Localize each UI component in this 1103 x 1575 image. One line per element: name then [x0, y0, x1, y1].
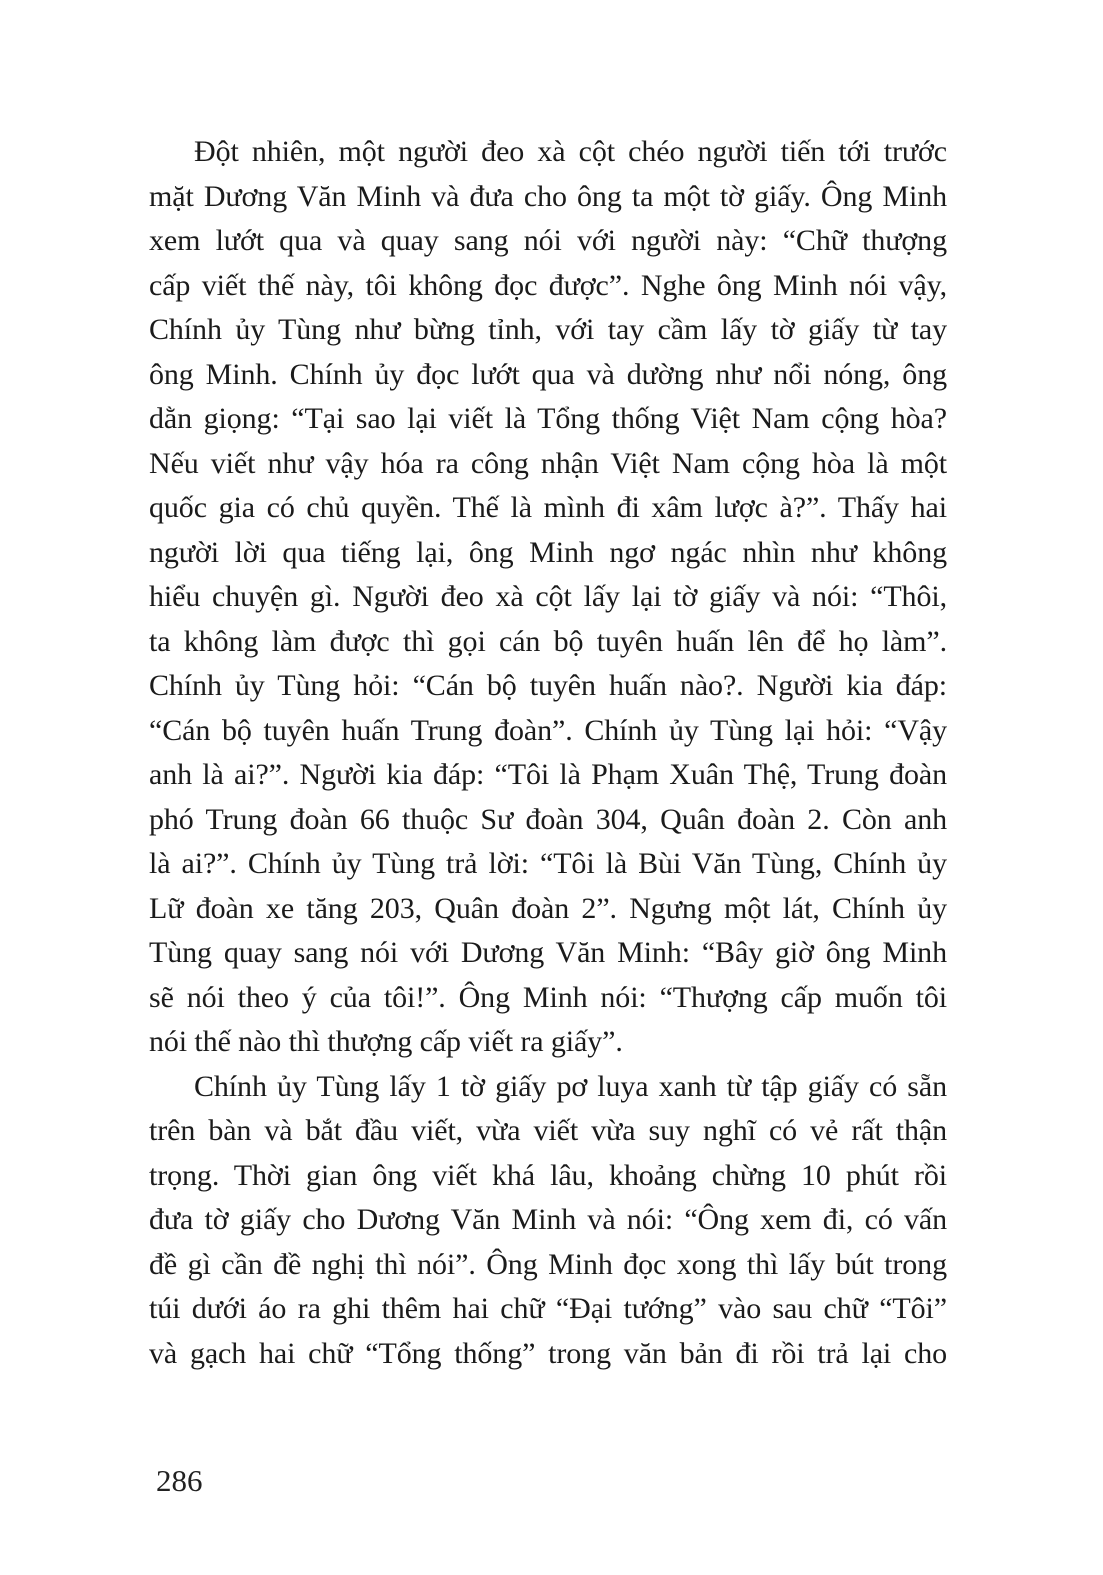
text-line: Nếu viết như vậy hóa ra công nhận Việt Nam cộng hòa là một	[149, 446, 947, 480]
text-line: sẽ nói theo ý của tôi!”. Ông Minh nói: “Thượng cấp muốn tôi	[149, 980, 947, 1014]
paragraph-1	[149, 130, 947, 1065]
text-line: nói thế nào thì thượng cấp viết ra giấy”.	[149, 1025, 623, 1058]
text-line: quốc gia có chủ quyền. Thế là mình đi xâm lược à?”. Thấy hai	[149, 491, 947, 524]
text-line: Chính ủy Tùng lấy 1 tờ giấy pơ luya xanh từ tập giấy có sẵn	[194, 1069, 947, 1103]
text-line: Tùng quay sang nói với Dương Văn Minh: “Bây giờ ông Minh	[149, 936, 947, 969]
text-line: trên bàn và bắt đầu viết, vừa viết vừa suy nghĩ có vẻ rất thận	[149, 1114, 947, 1147]
text-line: trọng. Thời gian ông viết khá lâu, khoảng chừng 10 phút rồi	[149, 1158, 947, 1192]
text-line: anh là ai?”. Người kia đáp: “Tôi là Phạm Xuân Thệ, Trung đoàn	[149, 758, 947, 791]
text-line: phó Trung đoàn 66 thuộc Sư đoàn 304, Quân đoàn 2. Còn anh	[149, 802, 947, 836]
text-line: ta không làm được thì gọi cán bộ tuyên huấn lên để họ làm”.	[149, 624, 947, 658]
text-line: đề gì cần đề nghị thì nói”. Ông Minh đọc xong thì lấy bút trong	[149, 1247, 947, 1281]
text-line: túi dưới áo ra ghi thêm hai chữ “Đại tướng” vào sau chữ “Tôi”	[149, 1292, 947, 1325]
text-line: Lữ đoàn xe tăng 203, Quân đoàn 2”. Ngưng một lát, Chính ủy	[149, 891, 947, 925]
text-line: Đột nhiên, một người đeo xà cột chéo người tiến tới trước	[194, 135, 947, 168]
page-number: 286	[156, 1463, 203, 1498]
text-line: Chính ủy Tùng như bừng tỉnh, với tay cầm lấy tờ giấy từ tay	[149, 313, 947, 346]
text-line: và gạch hai chữ “Tổng thống” trong văn bản đi rồi trả lại cho	[149, 1336, 947, 1370]
text-line: hiểu chuyện gì. Người đeo xà cột lấy lại tờ giấy và nói: “Thôi,	[149, 580, 947, 613]
text-line: Chính ủy Tùng hỏi: “Cán bộ tuyên huấn nào?. Người kia đáp:	[149, 669, 947, 702]
text-line: người lời qua tiếng lại, ông Minh ngơ ngác nhìn như không	[149, 535, 947, 569]
paragraph-2	[149, 1065, 947, 1377]
text-line: đưa tờ giấy cho Dương Văn Minh và nói: “Ông xem đi, có vấn	[149, 1203, 947, 1236]
text-line: “Cán bộ tuyên huấn Trung đoàn”. Chính ủy Tùng lại hỏi: “Vậy	[149, 713, 947, 747]
text-line: là ai?”. Chính ủy Tùng trả lời: “Tôi là Bùi Văn Tùng, Chính ủy	[149, 847, 947, 880]
text-line: ông Minh. Chính ủy đọc lướt qua và dường như nổi nóng, ông	[149, 357, 947, 391]
text-line: cấp viết thế này, tôi không đọc được”. Nghe ông Minh nói vậy,	[149, 268, 947, 302]
text-line: mặt Dương Văn Minh và đưa cho ông ta một tờ giấy. Ông Minh	[149, 179, 947, 213]
page-text	[149, 130, 947, 1376]
text-line: xem lướt qua và quay sang nói với người này: “Chữ thượng	[149, 224, 947, 257]
text-line: dằn giọng: “Tại sao lại viết là Tổng thống Việt Nam cộng hòa?	[149, 402, 947, 435]
